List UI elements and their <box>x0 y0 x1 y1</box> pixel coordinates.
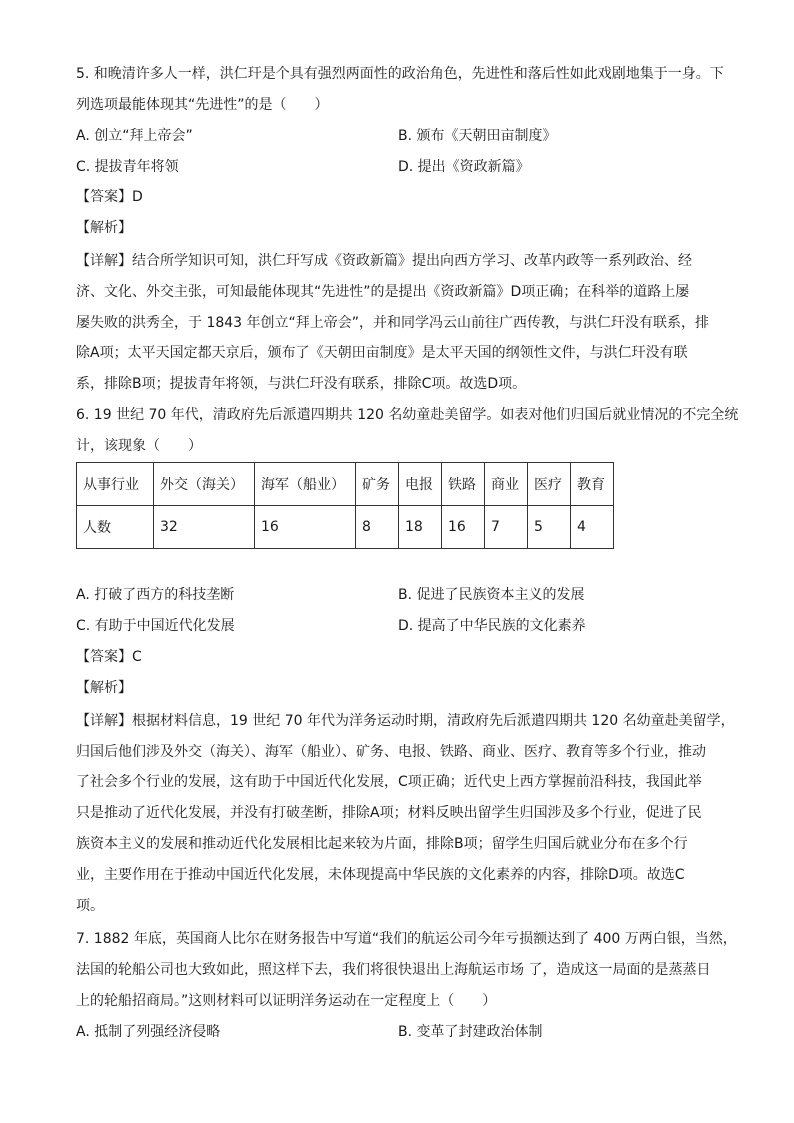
q5-analysis-label: 【解析】 <box>76 220 132 236</box>
q5-detail-line3: 屡失败的洪秀全，于 1843 年创立“拜上帝会”，并和同学冯云山前往广西传教，与洪仁玕没有联系，排 <box>76 315 710 331</box>
q6-detail-line6: 业，主要作用在于推动中国近代化发展，未体现提高中华民族的文化素养的内容，排除D项。故选C <box>76 867 685 883</box>
q6-stem-line2: 计，该现象（ ） <box>76 438 202 454</box>
q7-option-a: A. 抵制了列强经济侵略 <box>76 1024 221 1040</box>
q6-detail-line2: 归国后他们涉及外交（海关）、海军（船业）、矿务、电报、铁路、商业、医疗、教育等多个行业，推动 <box>76 744 706 760</box>
q5-answer: 【答案】D <box>76 189 143 205</box>
q6-stem-line1: 6. 19 世纪 70 年代，清政府先后派遣四期共 120 名幼童赴美留学。如表对他们归国后就业情况的不完全统 <box>76 407 739 423</box>
q6-detail-line4: 只是推动了近代化发展，并没有打破垄断，排除A项；材料反映出留学生归国涉及多个行业，促进了民 <box>76 805 702 821</box>
q5-detail-line2: 济、文化、外交主张，可知最能体现其“先进性”的是提出《资政新篇》D项正确；在科举的道路上屡 <box>76 284 690 300</box>
table-cell: 16 <box>442 506 485 549</box>
table-cell: 海军（船业） <box>255 463 356 506</box>
q6-detail-line3: 了社会多个行业的发展，这有助于中国近代化发展，C项正确；近代史上西方掌握前沿科技，我国此举 <box>76 774 702 790</box>
q6-option-d: D. 提高了中华民族的文化素养 <box>398 618 586 634</box>
q6-analysis-label: 【解析】 <box>76 680 132 696</box>
q6-option-b: B. 促进了民族资本主义的发展 <box>398 587 585 603</box>
q6-option-c: C. 有助于中国近代化发展 <box>76 618 235 634</box>
table-cell: 从事行业 <box>77 463 154 506</box>
table-cell: 电报 <box>399 463 442 506</box>
q5-detail-line5: 系，排除B项；提拔青年将领，与洪仁玕没有联系，排除C项。故选D项。 <box>76 376 527 392</box>
q6-answer: 【答案】C <box>76 649 142 665</box>
table-cell: 16 <box>255 506 356 549</box>
q7-stem-line1: 7. 1882 年底，英国商人比尔在财务报告中写道“我们的航运公司今年亏损额达到了 400 万两白银，当然， <box>76 931 737 947</box>
table-cell: 教育 <box>571 463 614 506</box>
q5-option-c: C. 提拔青年将领 <box>76 159 179 175</box>
q5-stem-line1: 5. 和晚清许多人一样，洪仁玕是个具有强烈两面性的政治角色，先进性和落后性如此戏剧地集于一身。下 <box>76 66 724 82</box>
q7-stem-line3: 上的轮船招商局。”这则材料可以证明洋务运动在一定程度上（ ） <box>76 993 497 1009</box>
table-cell: 18 <box>399 506 442 549</box>
q5-stem-line2: 列选项最能体现其“先进性”的是（ ） <box>76 97 329 113</box>
q7-option-b: B. 变革了封建政治体制 <box>398 1024 543 1040</box>
table-row-header <box>77 463 614 506</box>
q7-stem-line2: 法国的轮船公司也大致如此，照这样下去，我们将很快退出上海航运市场 了，造成这一局面的是蒸蒸日 <box>76 962 711 978</box>
table-cell: 铁路 <box>442 463 485 506</box>
q6-detail-line1: 【详解】根据材料信息，19 世纪 70 年代为洋务运动时期，清政府先后派遣四期共 120 名幼童赴美留学， <box>76 713 735 729</box>
table-cell: 4 <box>571 506 614 549</box>
q5-option-b: B. 颁布《天朝田亩制度》 <box>398 128 557 144</box>
q6-detail-line5: 族资本主义的发展和推动近代化发展相比起来较为片面，排除B项；留学生归国后就业分布在多个行 <box>76 836 688 852</box>
table-cell: 8 <box>356 506 399 549</box>
table-cell: 外交（海关） <box>154 463 255 506</box>
table-cell: 7 <box>485 506 528 549</box>
table-cell: 医疗 <box>528 463 571 506</box>
q6-detail-line7: 项。 <box>76 898 104 914</box>
table-cell: 商业 <box>485 463 528 506</box>
table-cell: 5 <box>528 506 571 549</box>
table-cell: 人数 <box>77 506 154 549</box>
q5-option-d: D. 提出《资政新篇》 <box>398 159 530 175</box>
q6-option-a: A. 打破了西方的科技垄断 <box>76 587 235 603</box>
table-row-values <box>77 506 614 549</box>
q5-detail-line1: 【详解】结合所学知识可知，洪仁玕写成《资政新篇》提出向西方学习、改革内政等一系列政治、经 <box>76 253 692 269</box>
table-cell: 矿务 <box>356 463 399 506</box>
q5-detail-line4: 除A项；太平天国定都天京后，颁布了《天朝田亩制度》是太平天国的纲领性文件，与洪仁玕没有联 <box>76 345 688 361</box>
table-cell: 32 <box>154 506 255 549</box>
employment-table <box>76 462 614 549</box>
q5-option-a: A. 创立“拜上帝会” <box>76 128 193 144</box>
